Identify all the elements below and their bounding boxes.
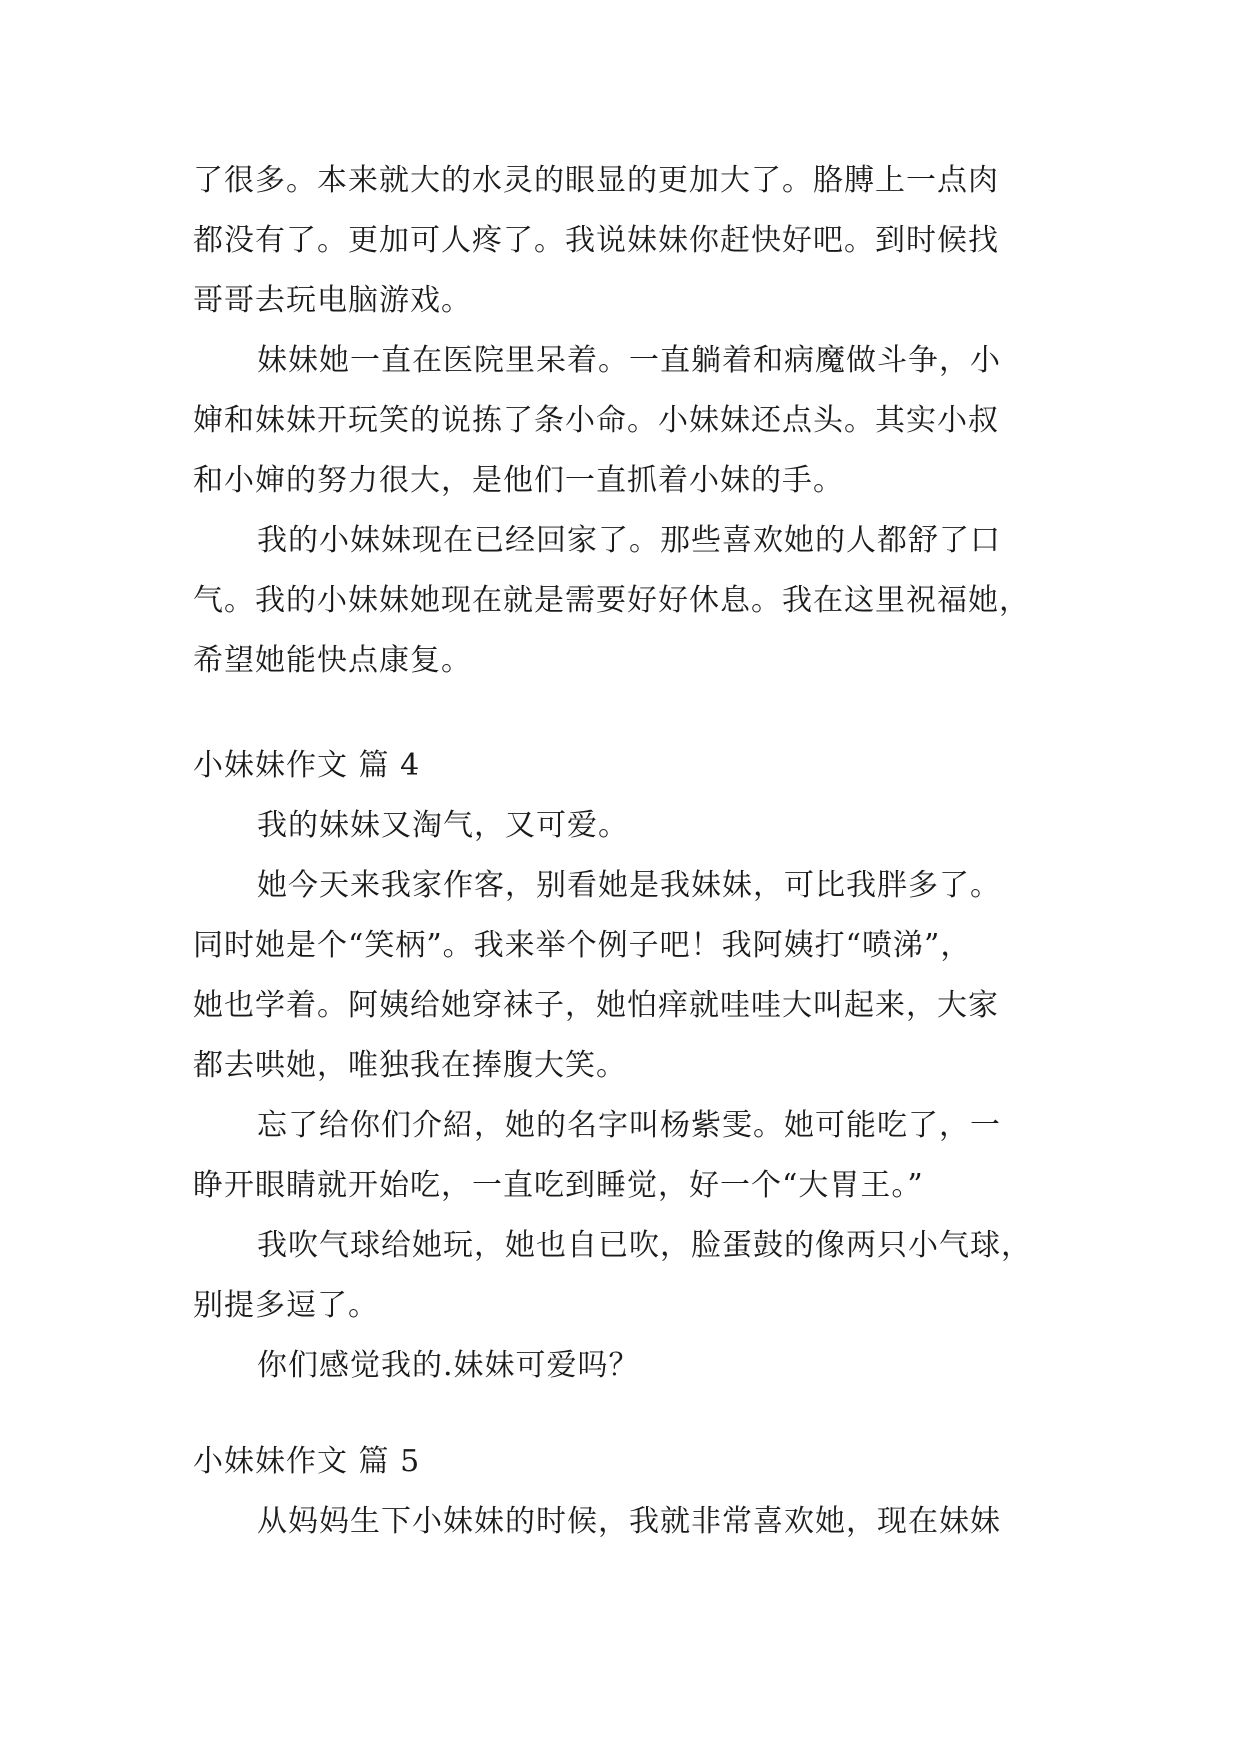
paragraph-line: 都没有了。更加可人疼了。我说妹妹你赶快好吧。到时候找	[193, 223, 999, 258]
paragraph-line: 从妈妈生下小妹妹的时候，我就非常喜欢她，现在妹妹	[257, 1504, 1001, 1539]
paragraph-line: 气。我的小妹妹她现在就是需要好好休息。我在这里祝福她，	[193, 583, 1030, 618]
paragraph-line: 我的小妹妹现在已经回家了。那些喜欢她的人都舒了口	[257, 523, 1001, 558]
paragraph-line: 同时她是个“笑柄”。我来举个例子吧！我阿姨打“喷涕”，	[193, 928, 972, 963]
essay-5	[193, 1432, 1065, 1552]
paragraph-line: 婶和妹妹开玩笑的说拣了条小命。小妹妹还点头。其实小叔	[193, 403, 999, 438]
paragraph-line: 我的妹妹又淘气，又可爱。	[257, 808, 629, 843]
paragraph-line: 睁开眼睛就开始吃，一直吃到睡觉，好一个“大胃王。”	[193, 1168, 924, 1203]
essay-4	[193, 736, 1065, 1396]
paragraph-line: 希望她能快点康复。	[193, 643, 472, 678]
paragraph-line: 妹妹她一直在医院里呆着。一直躺着和病魔做斗争，小	[257, 343, 1001, 378]
paragraph-line: 我吹气球给她玩，她也自已吹，脸蛋鼓的像两只小气球，	[257, 1228, 1032, 1263]
paragraph-line: 你们感觉我的.妹妹可爱吗？	[257, 1348, 640, 1383]
paragraph-line: 都去哄她，唯独我在捧腹大笑。	[193, 1048, 627, 1083]
paragraph-line: 了很多。本来就大的水灵的眼显的更加大了。胳膊上一点肉	[193, 163, 999, 198]
essay-continuation	[193, 151, 1065, 691]
paragraph-line: 哥哥去玩电脑游戏。	[193, 283, 472, 318]
paragraph-line: 她今天来我家作客，别看她是我妹妹，可比我胖多了。	[257, 868, 1001, 903]
paragraph-line: 她也学着。阿姨给她穿袜子，她怕痒就哇哇大叫起来，大家	[193, 988, 999, 1023]
paragraph-line: 和小婶的努力很大，是他们一直抓着小妹的手。	[193, 463, 844, 498]
paragraph-line: 别提多逗了。	[193, 1288, 379, 1323]
essay-heading: 小妹妹作文 篇 4	[193, 748, 421, 783]
essay-heading: 小妹妹作文 篇 5	[193, 1444, 421, 1479]
paragraph-line: 忘了给你们介紹，她的名字叫杨紫雯。她可能吃了，一	[257, 1108, 1001, 1143]
